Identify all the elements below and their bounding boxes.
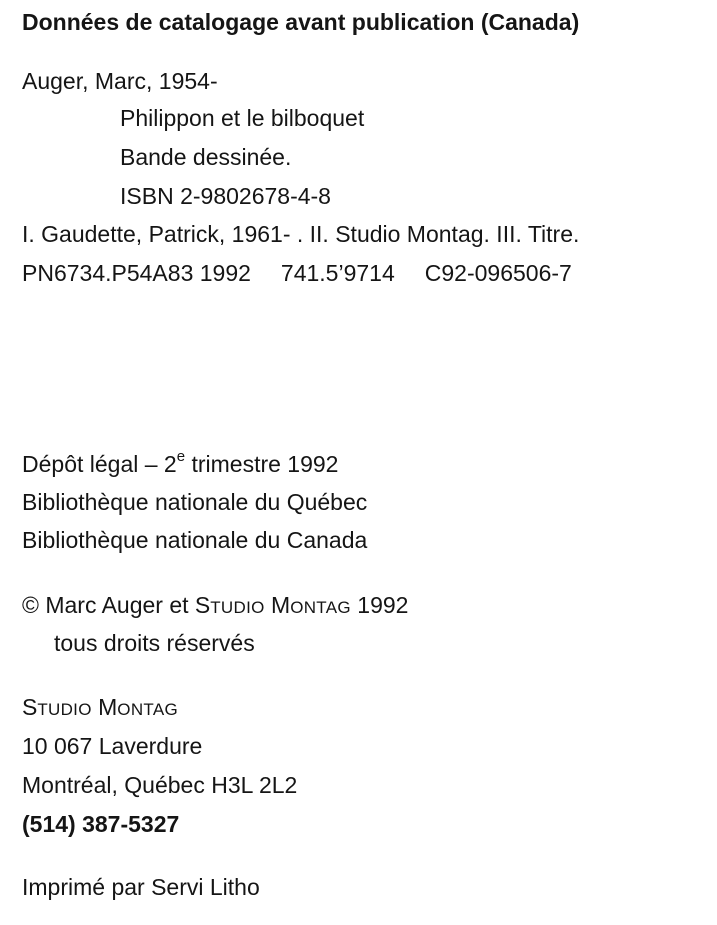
catalog-call-number: PN6734.P54A83 1992: [22, 260, 251, 286]
catalog-control-number: C92-096506-7: [424, 260, 572, 286]
copyright-year: 1992: [350, 592, 409, 618]
publisher-city: Montréal, Québec H3L 2L2: [22, 772, 298, 798]
printer-credit: Imprimé par Servi Litho: [22, 874, 260, 900]
copyright-line: [22, 591, 408, 622]
library-canada: Bibliothèque nationale du Canada: [22, 527, 368, 553]
catalog-title: Philippon et le bilboquet: [120, 105, 365, 131]
publisher-phone: (514) 387-5327: [22, 811, 180, 837]
copyright-prefix: © Marc Auger et: [22, 592, 195, 618]
publisher-montag-rest: ONTAG: [117, 700, 178, 719]
copyright-studio-initial: S: [194, 592, 211, 618]
catalog-dewey: 741.5’9714: [280, 260, 395, 286]
catalog-author: Auger, Marc, 1954-: [22, 68, 218, 94]
publisher-name: [22, 693, 178, 724]
copyright-studio-rest: TUDIO: [210, 598, 265, 617]
publisher-street: 10 067 Laverdure: [22, 733, 203, 759]
publisher-studio-rest: TUDIO: [37, 700, 92, 719]
catalog-added-entries: I. Gaudette, Patrick, 1961- . II. Studio Montag. III. Titre.: [22, 221, 580, 247]
legal-deposit-suffix: trimestre 1992: [185, 451, 339, 477]
publisher-montag-initial: M: [98, 694, 118, 720]
legal-deposit-prefix: Dépôt légal – 2: [22, 451, 177, 477]
legal-deposit-ordinal: e: [176, 448, 186, 465]
legal-deposit: [22, 450, 338, 478]
publisher-studio-initial: S: [22, 694, 38, 720]
catalog-classification: [22, 259, 572, 287]
copyright-montag-initial: M: [271, 592, 291, 618]
page-heading: Données de catalogage avant publication (Canada): [22, 9, 580, 35]
library-quebec: Bibliothèque nationale du Québec: [22, 489, 368, 515]
catalog-genre: Bande dessinée.: [120, 144, 292, 170]
catalog-isbn: ISBN 2-9802678-4-8: [120, 183, 331, 209]
copyright-montag-rest: ONTAG: [290, 598, 351, 617]
copyright-rights: tous droits réservés: [54, 630, 255, 656]
